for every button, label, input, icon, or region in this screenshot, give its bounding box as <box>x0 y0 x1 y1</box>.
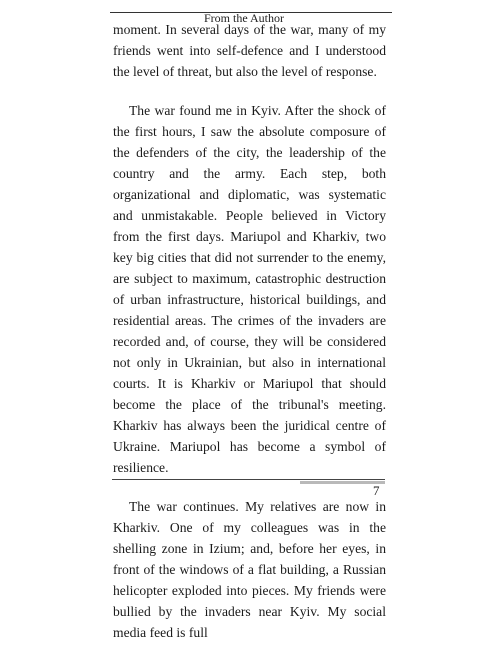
body-text <box>113 19 386 661</box>
paragraph: The war continues. My relatives are now in Kharkiv. One of my colleagues was in the shelling zone in Izium; and, before her eyes, in front of the windows of a flat building, a Russian helicopter exploded into pieces. My friends were bullied by the invaders near Kyiv. My social media feed is full <box>113 499 386 640</box>
running-head: From the Author <box>204 11 284 25</box>
header-rule <box>110 11 392 25</box>
paragraph-continued: moment. In several days of the war, many of my friends went into self-defence and I understood the level of threat, but also the level of response. <box>113 22 386 79</box>
footer-rule <box>112 479 385 480</box>
paragraph: The war found me in Kyiv. After the shock of the first hours, I saw the absolute composure of the defenders of the city, the leadership of the country and the army. Each step, both organizational and diplomatic, was systematic and unmistakable. People believed in Victory from the first days. Mariupol and Kharkiv, two key big cities that did not surrender to the enemy, are subject to maximum, catastrophic destruction of urban infrastructure, historical buildings, and residential areas. The crimes of the invaders are recorded and, of course, they will be considered not only in Ukrainian, but also in international courts. It is Kharkiv or Mariupol that should become the place of the tribunal's meeting. Kharkiv has always been the juridical centre of Ukraine. Mariupol has become a symbol of resilience. <box>113 103 386 475</box>
page-number: 7 <box>373 483 380 498</box>
